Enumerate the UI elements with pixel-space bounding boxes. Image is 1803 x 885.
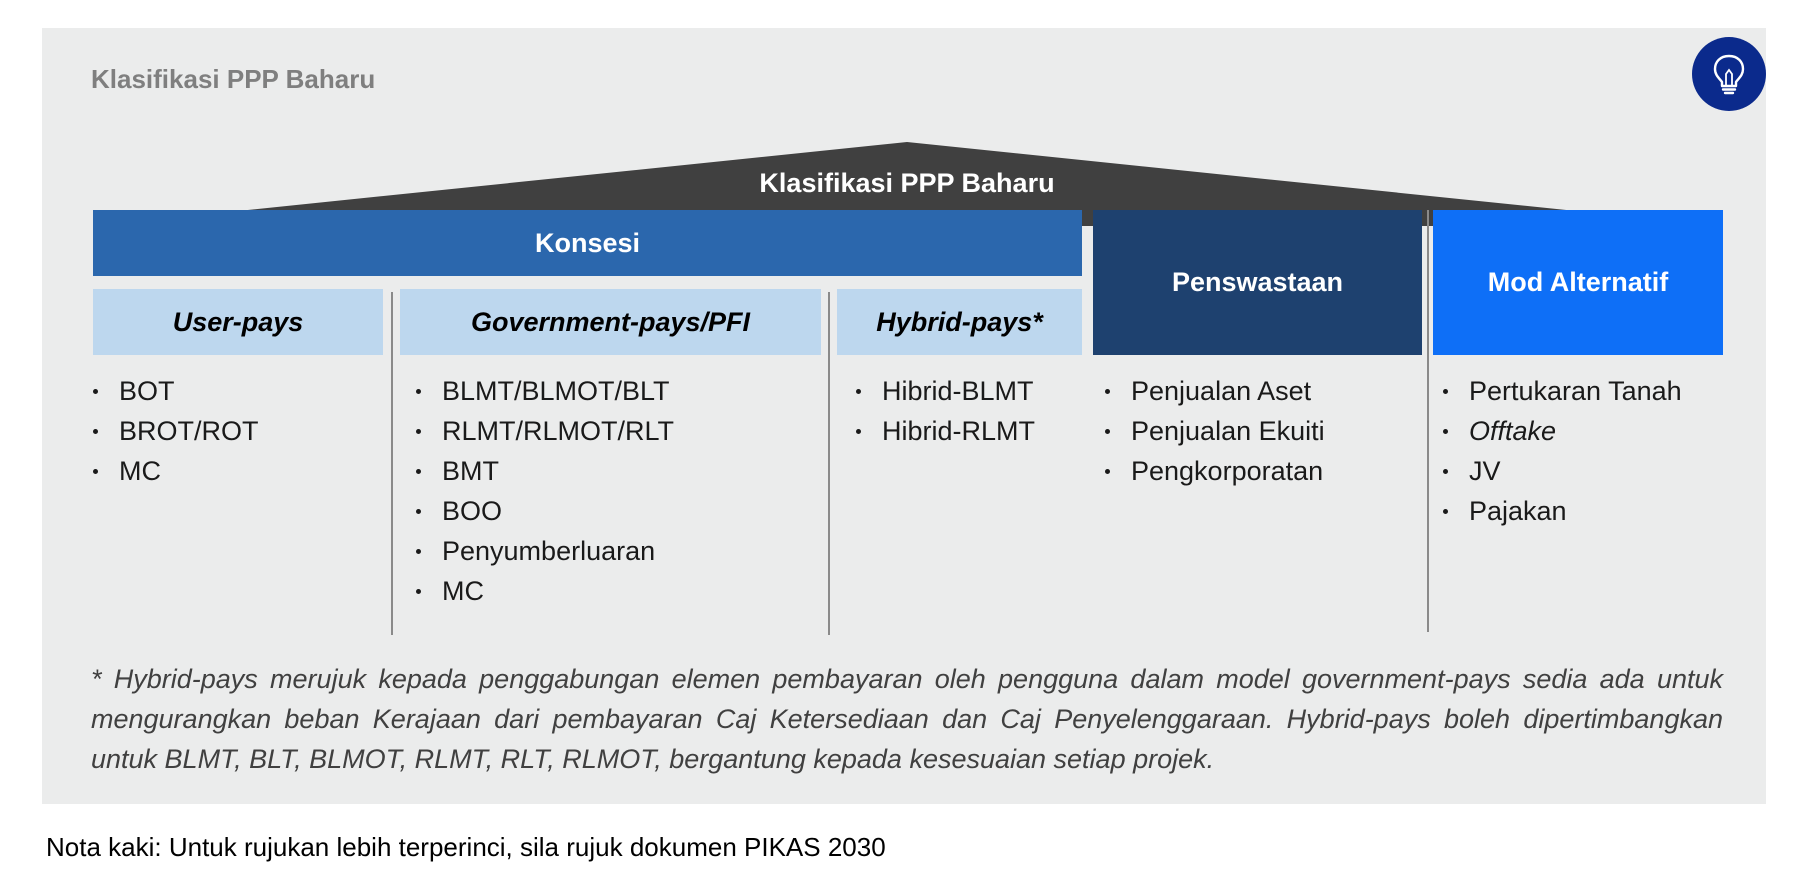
footnote: Nota kaki: Untuk rujukan lebih terperinci, sila rujuk dokumen PIKAS 2030 <box>46 832 886 862</box>
lightbulb-icon <box>1692 37 1766 111</box>
list-item: BOO <box>414 491 674 531</box>
list-item: RLMT/RLMOT/RLT <box>414 411 674 451</box>
list-item: BMT <box>414 451 674 491</box>
list-item: Pengkorporatan <box>1103 451 1325 491</box>
divider-1 <box>391 292 393 635</box>
divider-2 <box>828 292 830 635</box>
mod-alternatif-header: Mod Alternatif <box>1433 210 1723 355</box>
list-item: MC <box>414 571 674 611</box>
list-item: Penjualan Ekuiti <box>1103 411 1325 451</box>
list-item: BOT <box>91 371 259 411</box>
classification-panel <box>42 28 1766 804</box>
government-pays-list <box>414 371 674 611</box>
list-item: MC <box>91 451 259 491</box>
hybrid-pays-list <box>854 371 1035 451</box>
hybrid-pays-subheader: Hybrid-pays* <box>837 289 1082 355</box>
government-pays-subheader: Government-pays/PFI <box>400 289 821 355</box>
list-item: Penjualan Aset <box>1103 371 1325 411</box>
list-item: Pertukaran Tanah <box>1441 371 1682 411</box>
roof-label: Klasifikasi PPP Baharu <box>759 168 1055 198</box>
list-item: Hibrid-RLMT <box>854 411 1035 451</box>
user-pays-list <box>91 371 259 491</box>
penswastaan-header: Penswastaan <box>1093 210 1422 355</box>
user-pays-subheader: User-pays <box>93 289 383 355</box>
konsesi-header: Konsesi <box>93 210 1082 276</box>
divider-3 <box>1427 210 1429 632</box>
roof-triangle <box>91 112 1723 226</box>
panel-title: Klasifikasi PPP Baharu <box>91 64 376 94</box>
list-item: Offtake <box>1441 411 1682 451</box>
penswastaan-list <box>1103 371 1325 491</box>
list-item: Pajakan <box>1441 491 1682 531</box>
list-item: BROT/ROT <box>91 411 259 451</box>
hybrid-pays-note: * Hybrid-pays merujuk kepada penggabungan elemen pembayaran oleh pengguna dalam model government-pays sedia ada untuk mengurangkan beban Kerajaan dari pembayaran Caj Ketersediaan dan Caj Penyelenggaraan. Hybrid-pays boleh dipertimbangkan untuk BLMT, BLT, BLMOT, RLMT, RLT, RLMOT, bergantung kepada kesesuaian setiap projek. <box>91 664 1723 774</box>
list-item: Hibrid-BLMT <box>854 371 1035 411</box>
list-item: JV <box>1441 451 1682 491</box>
mod-alternatif-list <box>1441 371 1682 531</box>
list-item: BLMT/BLMOT/BLT <box>414 371 674 411</box>
list-item: Penyumberluaran <box>414 531 674 571</box>
